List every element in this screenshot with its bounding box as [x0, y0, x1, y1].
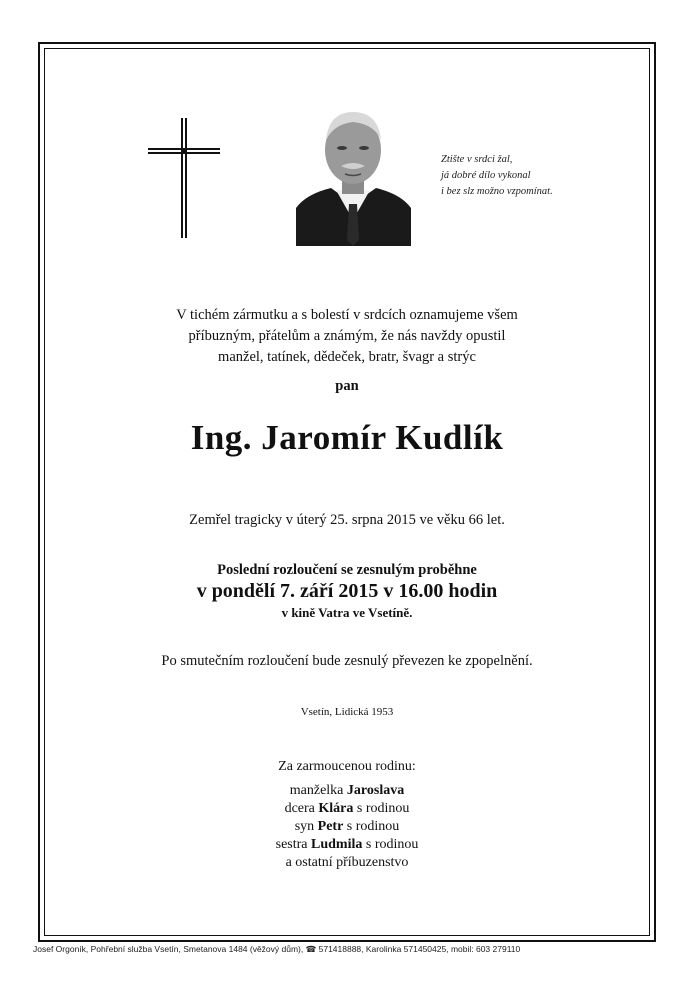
poem-line-1: Ztište v srdci žal,	[441, 154, 513, 165]
intro-line-1: V tichém zármutku a s bolestí v srdcích oznamujeme všem	[176, 307, 518, 323]
family-address: Vsetín, Lidická 1953	[300, 706, 394, 718]
poem	[441, 152, 553, 200]
deceased-name: Ing. Jaromír Kudlík	[190, 418, 504, 457]
intro-line-2: příbuzným, přátelům a známým, že nás navždy opustil	[188, 328, 506, 344]
footer-text-right: 571418888, Karolinka 571450425, mobil: 603 279110	[318, 944, 521, 954]
intro-line-3: manžel, tatínek, dědeček, bratr, švagr a strýc	[218, 349, 476, 365]
funeral-date: v pondělí 7. září 2015 v 16.00 hodin	[196, 580, 498, 602]
funeral-service-footer	[33, 944, 520, 955]
family-member: sestra Ludmila s rodinou	[275, 837, 419, 852]
telephone-icon: ☎	[305, 944, 317, 954]
funeral-location: v kině Vatra ve Vsetíně.	[281, 605, 413, 620]
family-closing: a ostatní příbuzenstvo	[285, 855, 409, 870]
poem-line-3: i bez slz možno vzpomínat.	[441, 186, 553, 197]
poem-line-2: já dobré dílo vykonal	[441, 170, 531, 181]
footer-text-left: Josef Orgoník, Pohřební služba Vsetín, Smetanova 1484 (věžový dům),	[33, 944, 304, 954]
cremation-note: Po smutečním rozloučení bude zesnulý převezen ke zpopelnění.	[161, 653, 533, 669]
family-member: dcera Klára s rodinou	[284, 801, 410, 816]
cross-icon	[148, 118, 220, 238]
family-member: syn Petr s rodinou	[294, 819, 400, 834]
family-list	[44, 758, 650, 872]
portrait-photo	[296, 108, 411, 246]
family-heading: Za zarmoucenou rodinu:	[278, 759, 416, 774]
funeral-intro: Poslední rozloučení se zesnulým proběhne	[217, 562, 477, 578]
death-statement: Zemřel tragicky v úterý 25. srpna 2015 ve věku 66 let.	[189, 512, 505, 528]
announcement-intro	[44, 305, 650, 368]
title-pan: pan	[335, 378, 359, 394]
family-member: manželka Jaroslava	[289, 783, 405, 798]
